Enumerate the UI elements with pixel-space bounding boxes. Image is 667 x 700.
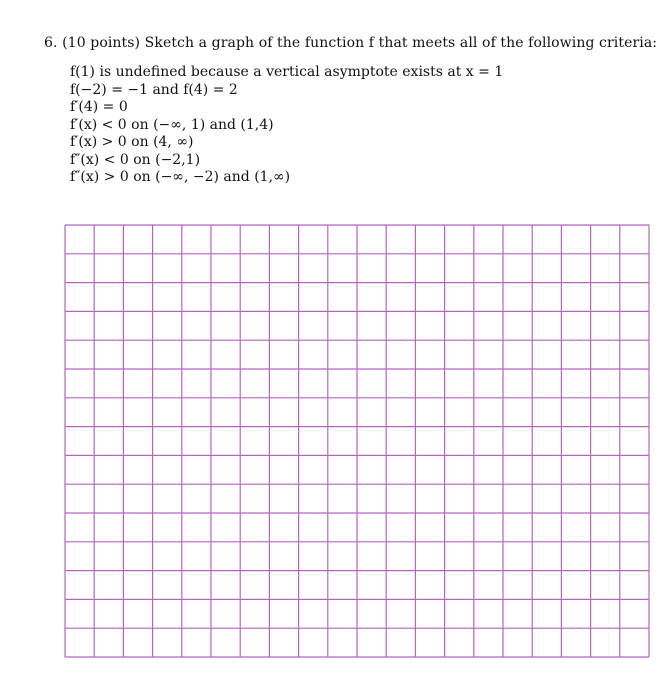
criterion-derivative-zero: f′(4) = 0 [70, 99, 128, 115]
criterion-decreasing: f′(x) < 0 on (−∞, 1) and (1,4) [70, 116, 274, 133]
graph-grid[interactable] [64, 224, 650, 658]
problem-prompt: Sketch a graph of the function f that meets all of the following criteria: [144, 35, 658, 51]
problem-6 [44, 34, 658, 187]
criteria-list [70, 64, 644, 187]
graph-paper[interactable] [64, 224, 650, 658]
problem-points: (10 points) [62, 35, 141, 51]
criterion-vertical-asymptote: f(1) is undefined because a vertical asymptote exists at x = 1 [70, 64, 504, 80]
criterion-concave-down: f″(x) < 0 on (−2,1) [70, 151, 201, 168]
criterion-increasing: f′(x) > 0 on (4, ∞) [70, 134, 194, 150]
criterion-function-values: f(−2) = −1 and f(4) = 2 [70, 81, 238, 98]
problem-number: 6. [44, 35, 58, 51]
criterion-concave-up: f″(x) > 0 on (−∞, −2) and (1,∞) [70, 169, 291, 185]
problem-heading [44, 34, 658, 52]
